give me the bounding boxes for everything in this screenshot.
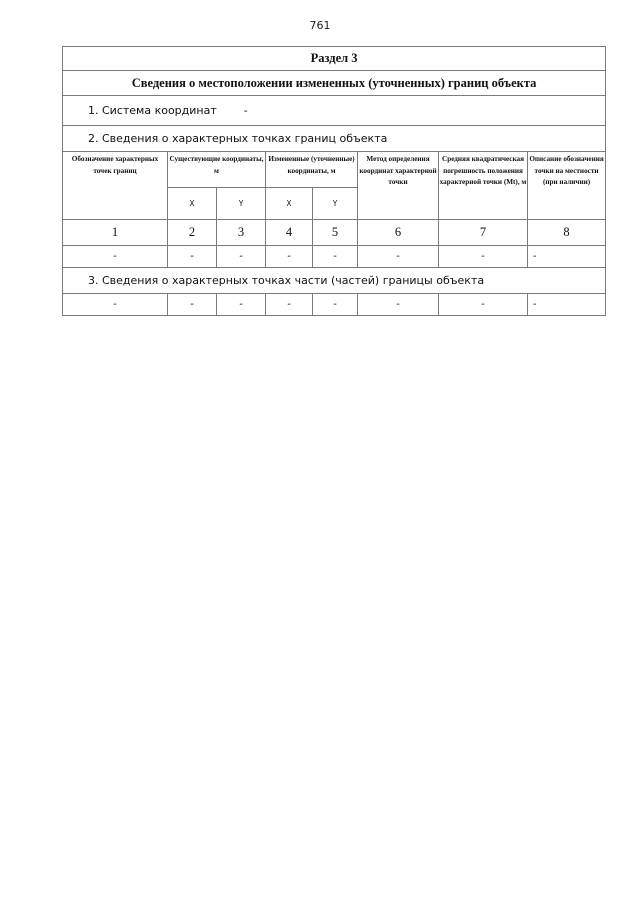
table-cell: - [63,294,168,316]
table-cell: - [266,294,313,316]
column-number: 7 [439,220,528,246]
part-boundary-points-heading: 3. Сведения о характерных точках части (частей) границы объекта [63,268,606,294]
table-cell: - [217,246,266,268]
table-row [63,246,606,268]
coordinate-system-label: 1. Система координат [88,104,217,117]
table-cell: - [528,246,606,268]
table-cell: - [358,246,439,268]
table-cell: - [528,294,606,316]
column-number: 8 [528,220,606,246]
table-cell: - [313,246,358,268]
coordinate-system-value: - [243,104,248,117]
col-header-existing-y: Y [217,188,266,220]
table-cell: - [439,246,528,268]
page-number: 761 [309,19,331,32]
section-title: Раздел 3 [63,47,606,71]
col-header-changed-x: X [266,188,313,220]
column-number: 1 [63,220,168,246]
column-number: 5 [313,220,358,246]
col-header-changed-y: Y [313,188,358,220]
coordinate-system-row [63,96,606,126]
col-header-accuracy: Средняя квадратическая погрешность положения характерной точки (Mt), м [439,152,528,220]
table-row [63,294,606,316]
table-cell: - [168,294,217,316]
column-number-row [63,220,606,246]
table-cell: - [168,246,217,268]
column-number: 6 [358,220,439,246]
col-header-changed-coords: Измененные (уточненные) координаты, м [266,152,358,188]
col-header-existing-coords: Существующие координаты, м [168,152,266,188]
col-header-description: Описание обозначения точки на местности (при наличии) [528,152,606,220]
table-cell: - [217,294,266,316]
section-table [62,46,605,316]
table-cell: - [439,294,528,316]
col-header-existing-x: X [168,188,217,220]
table-cell: - [266,246,313,268]
col-header-designation: Обозначение характерных точек границ [63,152,168,220]
section-subtitle: Сведения о местоположении измененных (уточненных) границ объекта [63,71,606,96]
column-number: 2 [168,220,217,246]
col-header-method: Метод определения координат характерной точки [358,152,439,220]
column-number: 3 [217,220,266,246]
boundary-points-heading: 2. Сведения о характерных точках границ объекта [63,126,606,152]
table-cell: - [358,294,439,316]
table-cell: - [313,294,358,316]
table-cell: - [63,246,168,268]
column-number: 4 [266,220,313,246]
